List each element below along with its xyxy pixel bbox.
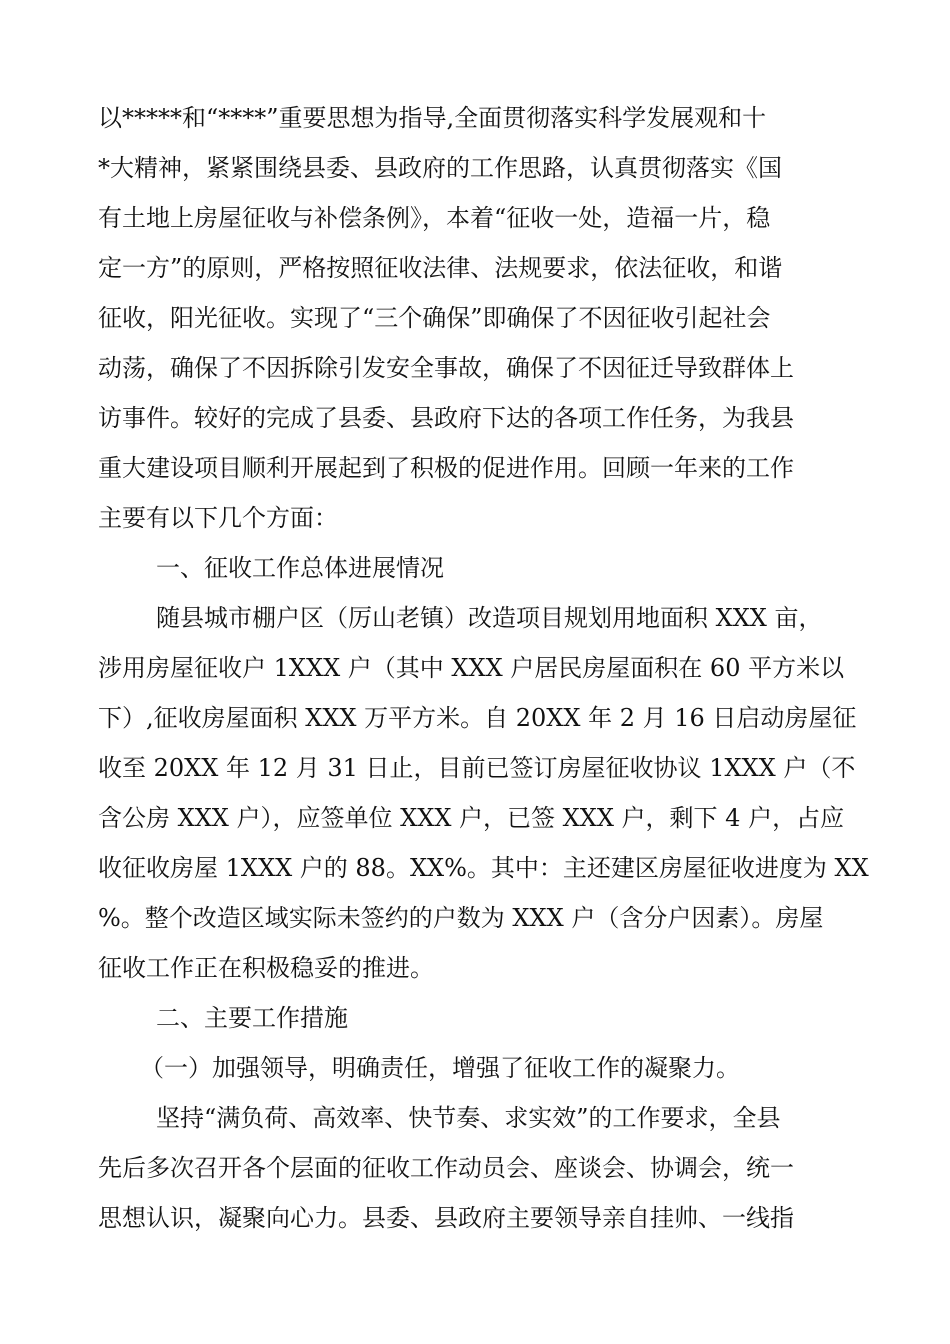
text-line-15: 含公房 XXX 户），应签单位 XXX 户，已签 XXX 户，剩下 4 户，占应 xyxy=(98,804,845,832)
text-line-8: 重大建设项目顺利开展起到了积极的促进作用。回顾一年来的工作 xyxy=(98,454,794,482)
text-line-14: 收至 20XX 年 12 月 31 日止，目前已签订房屋征收协议 1XXX 户（不 xyxy=(98,754,856,782)
text-line-2: *大精神，紧紧围绕县委、县政府的工作思路，认真贯彻落实《国 xyxy=(98,154,782,182)
text-line-23: 思想认识，凝聚向心力。县委、县政府主要领导亲自挂帅、一线指 xyxy=(98,1204,794,1232)
text-line-11: 随县城市棚户区（厉山老镇）改造项目规划用地面积 XXX 亩， xyxy=(156,604,823,632)
section-heading-2: 二、主要工作措施 xyxy=(156,1004,348,1032)
text-line-5: 征收，阳光征收。实现了“三个确保”即确保了不因征收引起社会 xyxy=(98,304,771,332)
subsection-heading-1: （一）加强领导，明确责任，增强了征收工作的凝聚力。 xyxy=(140,1054,740,1082)
text-line-18: 征收工作正在积极稳妥的推进。 xyxy=(98,954,434,982)
text-line-3: 有土地上房屋征收与补偿条例》，本着“征收一处，造福一片，稳 xyxy=(98,204,771,232)
text-line-16: 收征收房屋 1XXX 户的 88。XX%。其中：主还建区房屋征收进度为 XX xyxy=(98,854,869,882)
text-line-12: 涉用房屋征收户 1XXX 户（其中 XXX 户居民房屋面积在 60 平方米以 xyxy=(98,654,845,682)
text-line-21: 坚持“满负荷、高效率、快节奏、求实效”的工作要求，全县 xyxy=(156,1104,781,1132)
section-heading-1: 一、征收工作总体进展情况 xyxy=(156,554,444,582)
text-line-17: %。整个改造区域实际未签约的户数为 XXX 户（含分户因素）。房屋 xyxy=(98,904,824,932)
text-line-4: 定一方”的原则，严格按照征收法律、法规要求，依法征收，和谐 xyxy=(98,254,783,282)
text-line-13: 下）,征收房屋面积 XXX 万平方米。自 20XX 年 2 月 16 日启动房屋征 xyxy=(98,704,857,732)
text-line-7: 访事件。较好的完成了县委、县政府下达的各项工作任务，为我县 xyxy=(98,404,794,432)
text-line-9: 主要有以下几个方面： xyxy=(98,504,338,532)
text-line-22: 先后多次召开各个层面的征收工作动员会、座谈会、协调会，统一 xyxy=(98,1154,794,1182)
text-line-1: 以*****和“****”重要思想为指导,全面贯彻落实科学发展观和十 xyxy=(98,104,767,132)
text-line-6: 动荡，确保了不因拆除引发安全事故，确保了不因征迁导致群体上 xyxy=(98,354,794,382)
